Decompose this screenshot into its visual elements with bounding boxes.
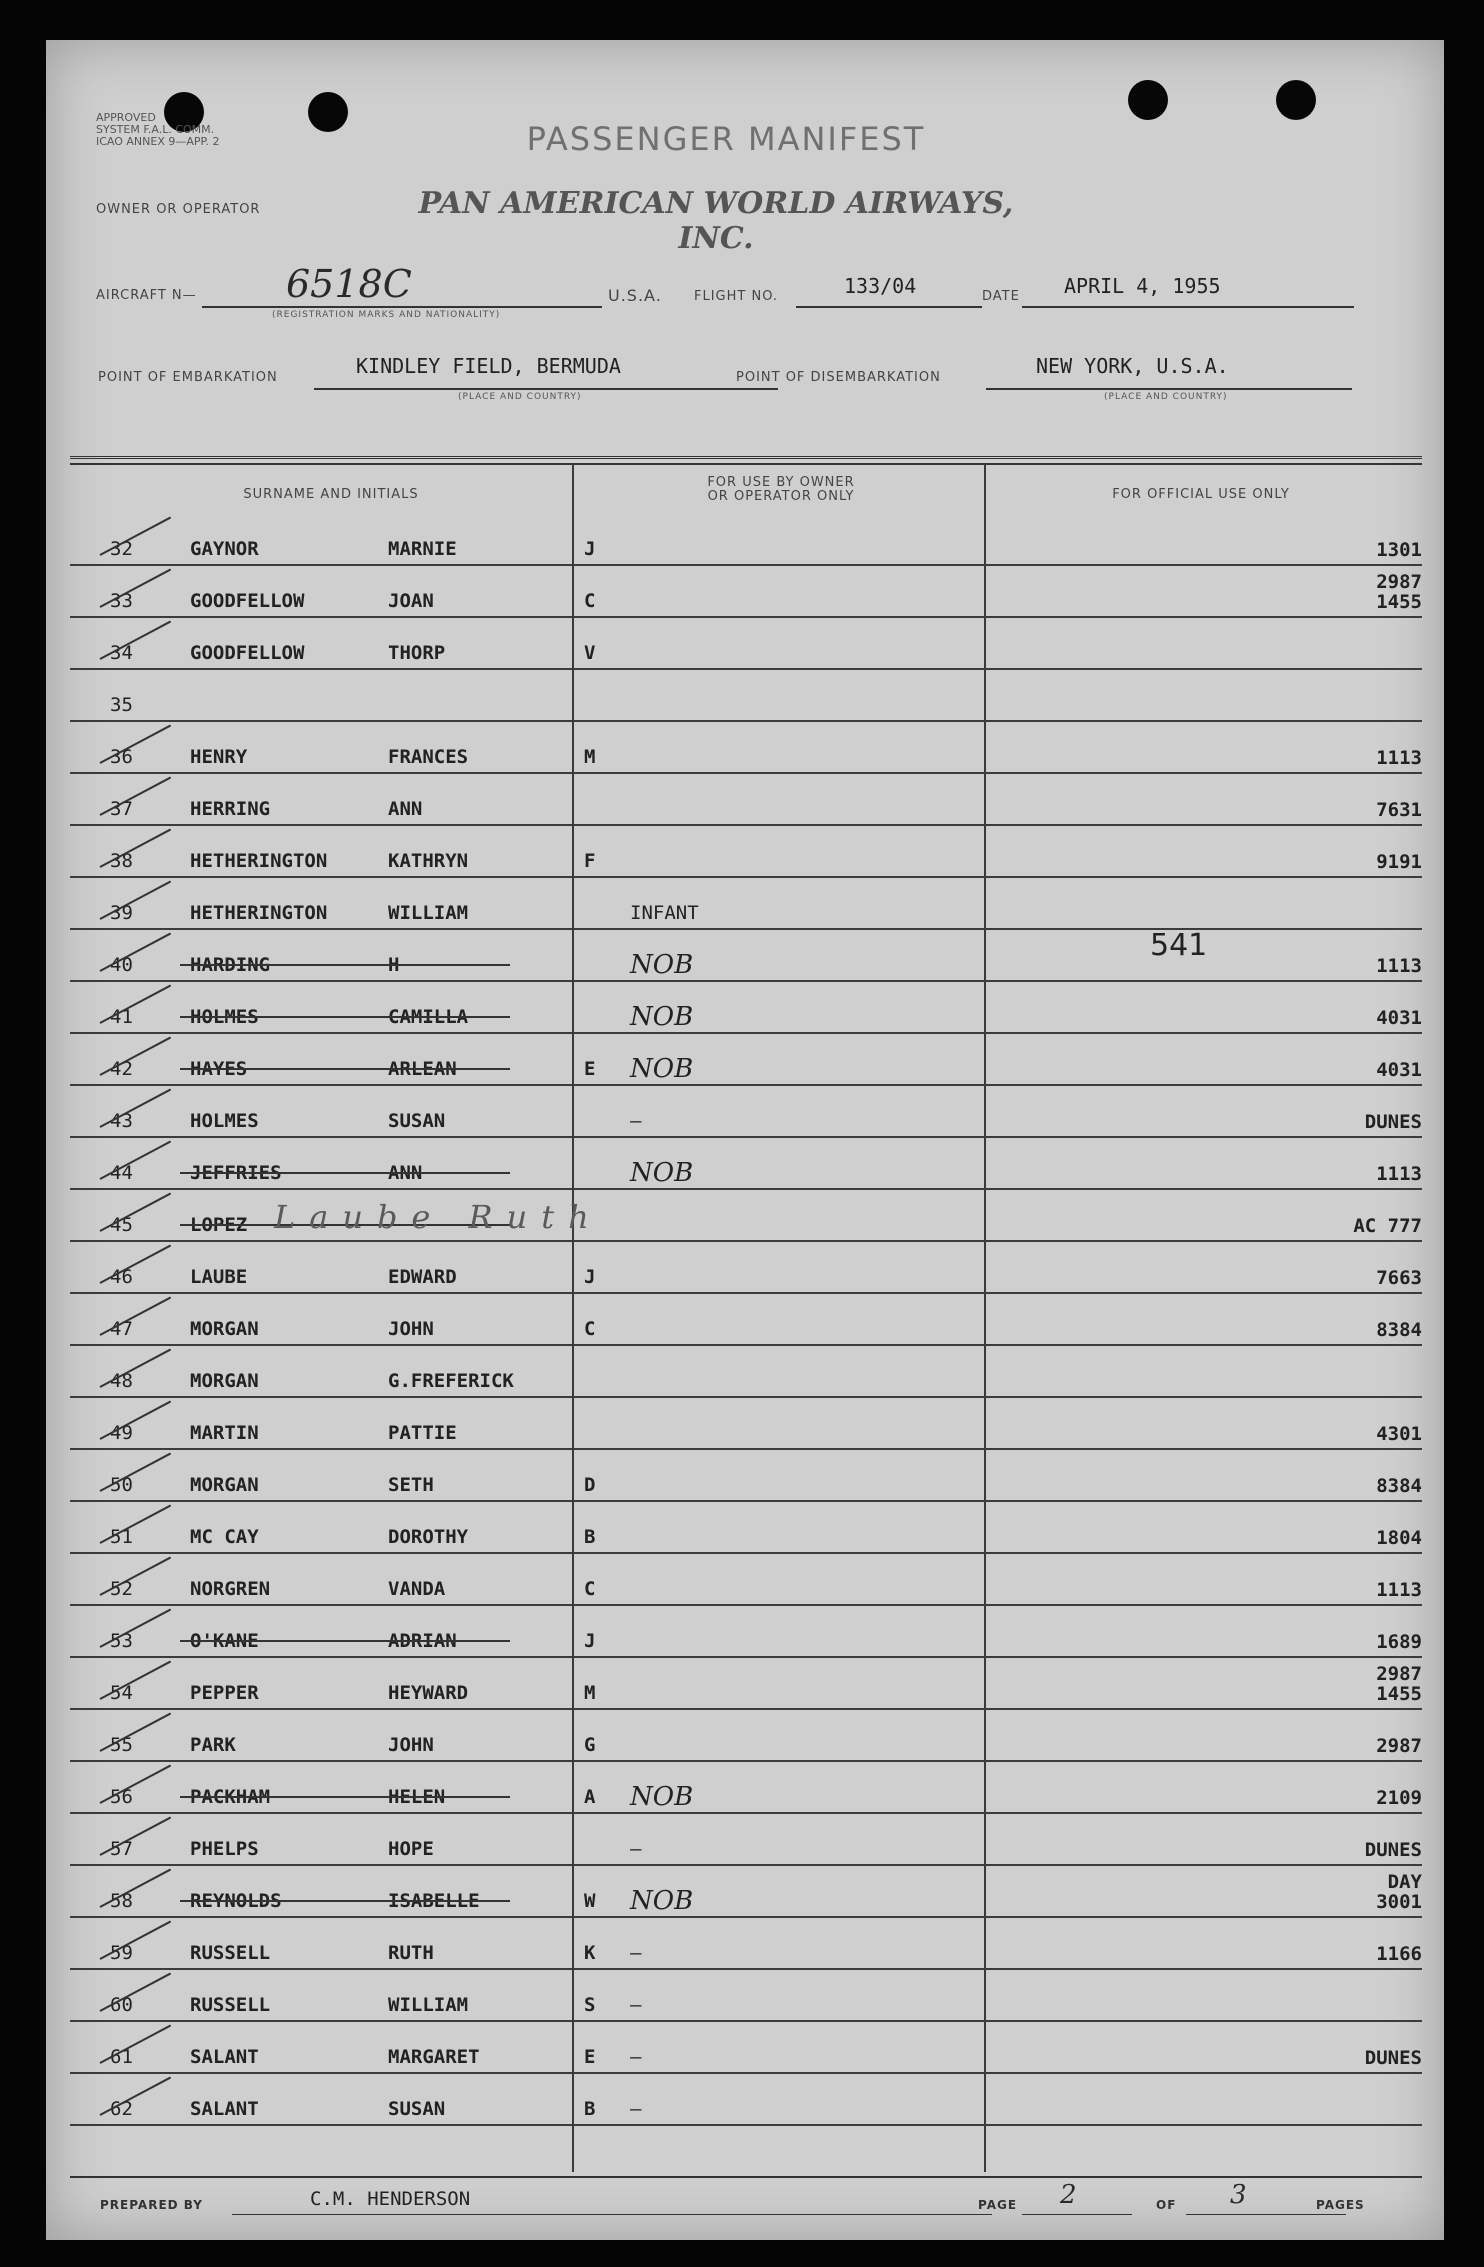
row-number: 61	[110, 2046, 133, 2068]
pages-label: PAGES	[1316, 2198, 1365, 2212]
row-number: 52	[110, 1578, 133, 1600]
given-name: HELEN	[388, 1786, 446, 1808]
given-name: JOHN	[388, 1734, 434, 1756]
check-mark	[100, 1505, 172, 1544]
check-mark	[100, 1557, 172, 1596]
surname: JEFFRIES	[190, 1162, 282, 1184]
official-code: 4301	[1376, 1423, 1422, 1445]
check-mark	[100, 1349, 172, 1388]
official-code: 1113	[1376, 1163, 1422, 1185]
operator-note: NOB	[630, 950, 694, 980]
owner-label: OWNER OR OPERATOR	[96, 202, 261, 217]
operator-note: —	[630, 1994, 642, 2016]
initial: A	[584, 1786, 596, 1808]
table-row	[70, 1086, 1422, 1138]
surname: RUSSELL	[190, 1994, 271, 2016]
aircraft-label: AIRCRAFT N—	[96, 288, 197, 303]
row-number: 45	[110, 1214, 133, 1236]
given-name: THORP	[388, 642, 446, 664]
surname: GOODFELLOW	[190, 590, 305, 612]
table-row	[70, 1398, 1422, 1450]
check-mark	[100, 1921, 172, 1960]
check-mark	[100, 1817, 172, 1856]
given-name: WILLIAM	[388, 1994, 469, 2016]
row-number: 51	[110, 1526, 133, 1548]
official-code: 2987	[1376, 1735, 1422, 1757]
operator-note: NOB	[630, 1158, 694, 1188]
check-mark	[100, 1661, 172, 1700]
registration-caption: (REGISTRATION MARKS AND NATIONALITY)	[272, 310, 501, 320]
official-code: 1113	[1376, 955, 1422, 977]
given-name: H	[388, 954, 400, 976]
operator-note: NOB	[630, 1886, 694, 1916]
check-mark	[100, 1401, 172, 1440]
aircraft-value: 6518C	[286, 262, 412, 306]
surname: MORGAN	[190, 1318, 259, 1340]
row-number: 33	[110, 590, 133, 612]
disembark-label: POINT OF DISEMBARKATION	[736, 370, 941, 385]
given-name: MARGARET	[388, 2046, 480, 2068]
surname: O'KANE	[190, 1630, 259, 1652]
table-row	[70, 618, 1422, 670]
embark-value: KINDLEY FIELD, BERMUDA	[356, 354, 621, 378]
given-name: ADRIAN	[388, 1630, 457, 1652]
disembark-underline	[986, 388, 1352, 390]
check-mark	[100, 829, 172, 868]
date-label: DATE	[982, 289, 1020, 304]
official-code: 2987 1455	[1376, 1663, 1422, 1705]
given-name: HEYWARD	[388, 1682, 469, 1704]
check-mark	[100, 1765, 172, 1804]
table-row	[70, 1346, 1422, 1398]
row-number: 35	[110, 694, 133, 716]
surname: HETHERINGTON	[190, 850, 328, 872]
table-row	[70, 1762, 1422, 1814]
operator-note: NOB	[630, 1782, 694, 1812]
check-mark	[100, 2025, 172, 2064]
row-number: 44	[110, 1162, 133, 1184]
initial: D	[584, 1474, 596, 1496]
surname: REYNOLDS	[190, 1890, 282, 1912]
of-underline	[1186, 2214, 1346, 2215]
official-stamp: 541	[1150, 928, 1208, 963]
table-row	[70, 514, 1422, 566]
surname: MORGAN	[190, 1474, 259, 1496]
official-code: 8384	[1376, 1319, 1422, 1341]
initial: W	[584, 1890, 596, 1912]
check-mark	[100, 1141, 172, 1180]
initial: G	[584, 1734, 596, 1756]
official-column-header: FOR OFFICIAL USE ONLY	[1112, 487, 1290, 502]
table-row	[70, 2074, 1422, 2126]
row-number: 41	[110, 1006, 133, 1028]
given-name: ANN	[388, 798, 423, 820]
official-code: 1166	[1376, 1943, 1422, 1965]
approval-line: SYSTEM F.A.L. COMM.	[96, 123, 215, 136]
initial: B	[584, 2098, 596, 2120]
given-name: FRANCES	[388, 746, 469, 768]
check-mark	[100, 725, 172, 764]
surname: GAYNOR	[190, 538, 259, 560]
check-mark	[100, 1193, 172, 1232]
flight-value: 133/04	[844, 274, 917, 298]
owner-value: PAN AMERICAN WORLD AIRWAYS, INC.	[418, 186, 1014, 256]
initial: E	[584, 2046, 596, 2068]
table-row	[70, 1294, 1422, 1346]
row-number: 58	[110, 1890, 133, 1912]
check-mark	[100, 1713, 172, 1752]
given-name: CAMILLA	[388, 1006, 469, 1028]
official-code: 8384	[1376, 1475, 1422, 1497]
disembark-value: NEW YORK, U.S.A.	[1036, 354, 1229, 378]
row-number: 62	[110, 2098, 133, 2120]
initial: B	[584, 1526, 596, 1548]
official-code: 1804	[1376, 1527, 1422, 1549]
table-row	[70, 1450, 1422, 1502]
row-number: 43	[110, 1110, 133, 1132]
given-name: SETH	[388, 1474, 434, 1496]
initial: J	[584, 1266, 596, 1288]
row-number: 47	[110, 1318, 133, 1340]
table-row	[70, 1866, 1422, 1918]
surname: PARK	[190, 1734, 236, 1756]
table-row	[70, 1034, 1422, 1086]
surname: SALANT	[190, 2098, 259, 2120]
operator-note: —	[630, 2098, 642, 2120]
surname: MORGAN	[190, 1370, 259, 1392]
table-row	[70, 1190, 1422, 1242]
table-row	[70, 1918, 1422, 1970]
surname: MARTIN	[190, 1422, 259, 1444]
given-name: G.FREFERICK	[388, 1370, 514, 1392]
given-name: MARNIE	[388, 538, 457, 560]
table-row	[70, 930, 1422, 982]
approval-line: APPROVED	[96, 111, 156, 124]
table-row	[70, 1554, 1422, 1606]
given-name: JOAN	[388, 590, 434, 612]
check-mark	[100, 933, 172, 972]
row-number: 57	[110, 1838, 133, 1860]
surname: NORGREN	[190, 1578, 271, 1600]
initial: K	[584, 1942, 596, 1964]
row-number: 34	[110, 642, 133, 664]
of-value: 3	[1230, 2180, 1247, 2210]
official-code: 2987 1455	[1376, 571, 1422, 613]
surname: SALANT	[190, 2046, 259, 2068]
operator-note: NOB	[630, 1054, 694, 1084]
prepared-by-label: PREPARED BY	[100, 2198, 203, 2212]
row-number: 60	[110, 1994, 133, 2016]
surname: LOPEZ	[190, 1214, 248, 1236]
date-value: APRIL 4, 1955	[1064, 274, 1221, 298]
nationality: U.S.A.	[608, 286, 662, 305]
given-name: SUSAN	[388, 1110, 446, 1132]
surname-column-header: SURNAME AND INITIALS	[243, 487, 419, 502]
punch-hole	[1128, 80, 1168, 120]
form-title: PASSENGER MANIFEST	[526, 120, 926, 158]
initial: M	[584, 1682, 596, 1704]
page-value: 2	[1060, 2180, 1077, 2210]
flight-label: FLIGHT NO.	[694, 289, 779, 304]
strike-through	[180, 1900, 510, 1902]
row-rule	[70, 2124, 1422, 2126]
initial: S	[584, 1994, 596, 2016]
strike-through	[180, 1640, 510, 1642]
strike-through	[180, 1796, 510, 1798]
check-mark	[100, 1089, 172, 1128]
table-row	[70, 2022, 1422, 2074]
operator-column-header	[586, 476, 976, 504]
operator-note: —	[630, 1942, 642, 1964]
check-mark	[100, 881, 172, 920]
surname: RUSSELL	[190, 1942, 271, 1964]
strike-through	[180, 1172, 510, 1174]
row-number: 37	[110, 798, 133, 820]
surname: GOODFELLOW	[190, 642, 305, 664]
initial: C	[584, 1578, 596, 1600]
row-number: 55	[110, 1734, 133, 1756]
embark-place-caption: (PLACE AND COUNTRY)	[458, 392, 582, 402]
table-row	[70, 1606, 1422, 1658]
row-number: 40	[110, 954, 133, 976]
official-code: 1689	[1376, 1631, 1422, 1653]
surname: HERRING	[190, 798, 271, 820]
official-code: 7631	[1376, 799, 1422, 821]
given-name: RUTH	[388, 1942, 434, 1964]
given-name: JOHN	[388, 1318, 434, 1340]
surname: HARDING	[190, 954, 271, 976]
check-mark	[100, 1869, 172, 1908]
given-name: HOPE	[388, 1838, 434, 1860]
row-number: 46	[110, 1266, 133, 1288]
initial: M	[584, 746, 596, 768]
table-row	[70, 566, 1422, 618]
row-number: 59	[110, 1942, 133, 1964]
date-underline	[1022, 306, 1354, 308]
aircraft-underline	[202, 306, 602, 308]
table-row	[70, 1658, 1422, 1710]
table-bottom-rule	[70, 2176, 1422, 2178]
check-mark	[100, 1297, 172, 1336]
check-mark	[100, 1453, 172, 1492]
check-mark	[100, 1609, 172, 1648]
row-number: 54	[110, 1682, 133, 1704]
initial: C	[584, 590, 596, 612]
official-code: 9191	[1376, 851, 1422, 873]
check-mark	[100, 1973, 172, 2012]
official-code: DUNES	[1364, 1111, 1422, 1133]
row-number: 39	[110, 902, 133, 924]
punch-hole	[308, 92, 348, 132]
disembark-place-caption: (PLACE AND COUNTRY)	[1104, 392, 1228, 402]
operator-header-line: FOR USE BY OWNER	[707, 475, 855, 490]
table-row	[70, 878, 1422, 930]
official-code: 1113	[1376, 1579, 1422, 1601]
strike-through	[180, 1068, 510, 1070]
prepared-underline	[232, 2214, 992, 2215]
table-top-rule	[70, 456, 1422, 459]
operator-note: —	[630, 2046, 642, 2068]
given-name: KATHRYN	[388, 850, 469, 872]
page-underline	[1022, 2214, 1132, 2215]
row-number: 32	[110, 538, 133, 560]
given-name: ISABELLE	[388, 1890, 480, 1912]
operator-header-line: OR OPERATOR ONLY	[707, 489, 855, 504]
surname: MC CAY	[190, 1526, 259, 1548]
given-name: PATTIE	[388, 1422, 457, 1444]
check-mark	[100, 569, 172, 608]
punch-hole	[1276, 80, 1316, 120]
strike-through	[180, 964, 510, 966]
check-mark	[100, 1037, 172, 1076]
row-number: 42	[110, 1058, 133, 1080]
check-mark	[100, 621, 172, 660]
initial: C	[584, 1318, 596, 1340]
surname: HOLMES	[190, 1006, 259, 1028]
manifest-sheet	[46, 40, 1444, 2240]
embark-underline	[314, 388, 778, 390]
check-mark	[100, 1245, 172, 1284]
given-name: SUSAN	[388, 2098, 446, 2120]
official-code: 7663	[1376, 1267, 1422, 1289]
initial: E	[584, 1058, 596, 1080]
given-name: WILLIAM	[388, 902, 469, 924]
surname: LAUBE	[190, 1266, 248, 1288]
table-row	[70, 774, 1422, 826]
strike-through	[180, 1016, 510, 1018]
handwritten-name: Laube Ruth	[274, 1198, 603, 1236]
embark-label: POINT OF EMBARKATION	[98, 370, 278, 385]
table-row	[70, 1242, 1422, 1294]
table-row	[70, 1970, 1422, 2022]
given-name: ANN	[388, 1162, 423, 1184]
surname: HENRY	[190, 746, 248, 768]
official-code: DUNES	[1364, 1839, 1422, 1861]
official-code: DUNES	[1364, 2047, 1422, 2069]
table-row	[70, 722, 1422, 774]
approval-note	[96, 112, 296, 148]
page-label: PAGE	[978, 2198, 1018, 2212]
table-row	[70, 1502, 1422, 1554]
check-mark	[100, 985, 172, 1024]
row-number: 48	[110, 1370, 133, 1392]
official-code: 4031	[1376, 1059, 1422, 1081]
row-number: 38	[110, 850, 133, 872]
initial: J	[584, 1630, 596, 1652]
surname: HOLMES	[190, 1110, 259, 1132]
official-code: 1301	[1376, 539, 1422, 561]
official-code: 1113	[1376, 747, 1422, 769]
given-name: VANDA	[388, 1578, 446, 1600]
row-number: 50	[110, 1474, 133, 1496]
check-mark	[100, 777, 172, 816]
table-row	[70, 982, 1422, 1034]
official-code: AC 777	[1353, 1215, 1422, 1237]
table-row	[70, 670, 1422, 722]
row-number: 53	[110, 1630, 133, 1652]
row-number: 36	[110, 746, 133, 768]
table-row	[70, 1138, 1422, 1190]
table-top-rule	[70, 463, 1422, 465]
check-mark	[100, 2077, 172, 2116]
surname: PEPPER	[190, 1682, 259, 1704]
official-code: 2109	[1376, 1787, 1422, 1809]
given-name: EDWARD	[388, 1266, 457, 1288]
initial: J	[584, 538, 596, 560]
surname: PACKHAM	[190, 1786, 271, 1808]
operator-note: —	[630, 1110, 642, 1132]
operator-note: INFANT	[630, 902, 699, 924]
check-mark	[100, 517, 172, 556]
row-number: 56	[110, 1786, 133, 1808]
official-code: 4031	[1376, 1007, 1422, 1029]
approval-line: ICAO ANNEX 9—APP. 2	[96, 135, 220, 148]
operator-note: NOB	[630, 1002, 694, 1032]
row-number: 49	[110, 1422, 133, 1444]
surname: HAYES	[190, 1058, 248, 1080]
surname: HETHERINGTON	[190, 902, 328, 924]
surname: PHELPS	[190, 1838, 259, 1860]
table-row	[70, 1814, 1422, 1866]
of-label: OF	[1156, 2198, 1177, 2212]
flight-underline	[796, 306, 982, 308]
operator-note: —	[630, 1838, 642, 1860]
initial: V	[584, 642, 596, 664]
given-name: ARLEAN	[388, 1058, 457, 1080]
official-code: DAY 3001	[1376, 1871, 1422, 1913]
given-name: DOROTHY	[388, 1526, 469, 1548]
prepared-by-value: C.M. HENDERSON	[310, 2188, 471, 2210]
initial: F	[584, 850, 596, 872]
table-row	[70, 826, 1422, 878]
table-row	[70, 1710, 1422, 1762]
